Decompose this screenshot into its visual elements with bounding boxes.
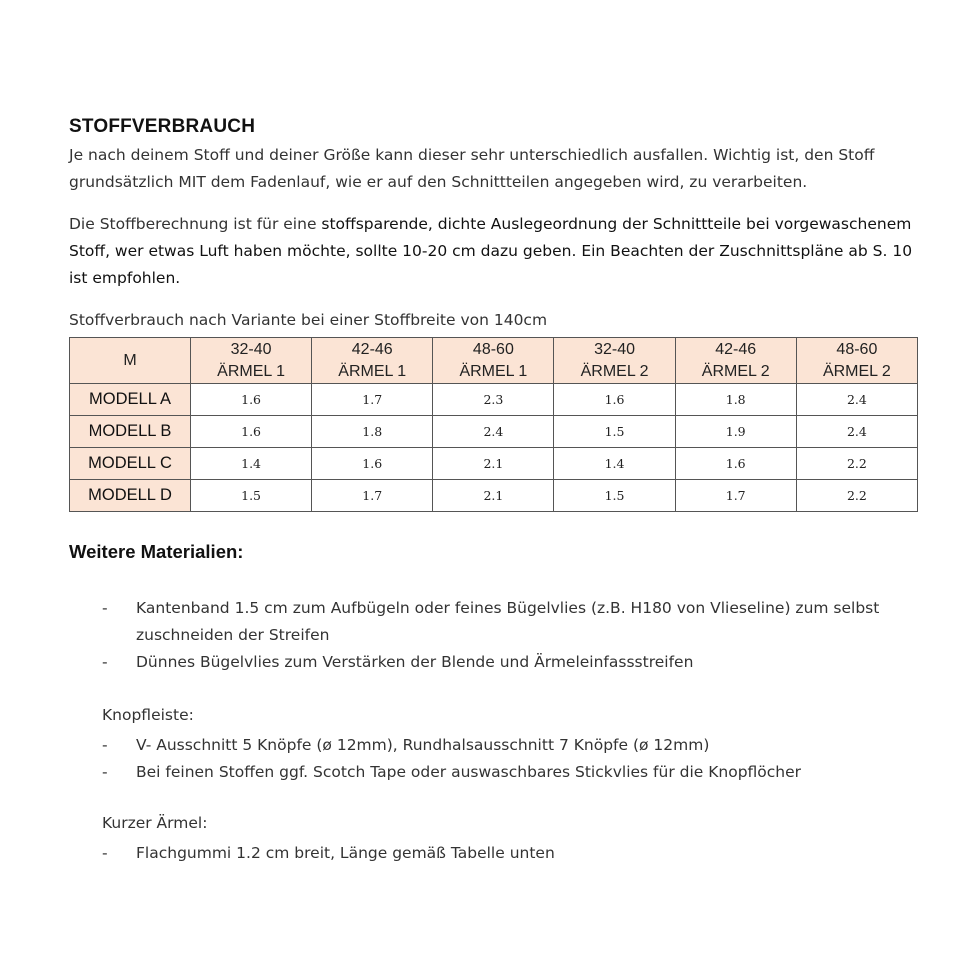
table-cell: 1.6 (675, 448, 796, 480)
table-cell: 2.4 (796, 416, 917, 448)
table-cell: 1.6 (191, 416, 312, 448)
table-cell: 1.9 (675, 416, 796, 448)
table-cell: 1.5 (554, 416, 675, 448)
table-cell: 1.6 (191, 384, 312, 416)
table-cell: 1.8 (675, 384, 796, 416)
table-caption: Stoffverbrauch nach Variante bei einer Stoffbreite von 140cm (69, 311, 548, 329)
list-item-text: Dünnes Bügelvlies zum Verstärken der Blende und Ärmeleinfassstreifen (136, 653, 694, 671)
table-cell: 1.6 (554, 384, 675, 416)
table-cell: 1.5 (191, 480, 312, 512)
table-corner-cell: M (70, 338, 191, 384)
list-item (0, 732, 926, 759)
column-sleeve: ÄRMEL 1 (459, 362, 528, 380)
note-plain-text: Die Stoffberechnung ist für eine (69, 215, 322, 233)
bullet-dash: - (102, 653, 108, 671)
table-cell: 2.1 (433, 448, 554, 480)
short-sleeve-label: Kurzer Ärmel: (102, 814, 208, 832)
table-cell: 2.1 (433, 480, 554, 512)
table-row (70, 416, 918, 448)
column-size: 48-60 (836, 340, 878, 358)
column-sleeve: ÄRMEL 2 (822, 362, 891, 380)
table-cell: 1.4 (191, 448, 312, 480)
list-item-text: V- Ausschnitt 5 Knöpfe (ø 12mm), Rundhalsausschnitt 7 Knöpfe (ø 12mm) (136, 736, 710, 754)
column-size: 48-60 (472, 340, 514, 358)
bullet-dash: - (102, 736, 108, 754)
list-item (0, 759, 926, 786)
column-header (312, 338, 433, 384)
list-item-text: Flachgummi 1.2 cm breit, Länge gemäß Tabelle unten (136, 844, 555, 862)
short-sleeve-list (0, 840, 926, 867)
column-size: 32-40 (594, 340, 635, 358)
column-header (796, 338, 917, 384)
column-sleeve: ÄRMEL 1 (338, 362, 407, 380)
table-header-row (70, 338, 918, 384)
column-size: 32-40 (230, 340, 272, 358)
table-cell: 1.4 (554, 448, 675, 480)
table-cell: 2.3 (433, 384, 554, 416)
table-cell: 1.8 (312, 416, 433, 448)
row-header: MODELL C (70, 448, 191, 480)
note-emphasized-text: stoffsparende, dichte Auslegeordnung der Schnittteile bei vorgewaschenem Stoff, wer etwas Luft haben möchte, sollte 10-20 cm dazu geben. Ein Beachten der Zuschnittspläne ab S. 10 ist empfohlen. (69, 215, 913, 287)
row-header: MODELL D (70, 480, 191, 512)
bullet-dash: - (102, 763, 108, 781)
list-item (0, 595, 926, 649)
list-item (0, 840, 926, 867)
table-cell: 2.2 (796, 448, 917, 480)
table-cell: 2.4 (433, 416, 554, 448)
column-header (554, 338, 675, 384)
table-cell: 2.2 (796, 480, 917, 512)
column-header (191, 338, 312, 384)
materials-heading: Weitere Materialien: (69, 541, 244, 562)
table-cell: 1.5 (554, 480, 675, 512)
column-sleeve: ÄRMEL 1 (217, 362, 286, 380)
table-cell: 1.7 (675, 480, 796, 512)
bullet-dash: - (102, 599, 108, 617)
column-sleeve: ÄRMEL 2 (701, 362, 770, 380)
note-paragraph (69, 211, 919, 292)
materials-list (0, 595, 926, 676)
table-cell: 1.6 (312, 448, 433, 480)
button-placket-list (0, 732, 926, 786)
column-sleeve: ÄRMEL 2 (580, 362, 649, 380)
column-size: 42-46 (351, 340, 393, 358)
list-item (0, 649, 926, 676)
table-row (70, 448, 918, 480)
table-row (70, 480, 918, 512)
table-cell: 1.7 (312, 480, 433, 512)
intro-paragraph: Je nach deinem Stoff und deiner Größe kann dieser sehr unterschiedlich ausfallen. Wichtig ist, den Stoff grundsätzlich MIT dem Fadenlauf, wie er auf den Schnittteilen angegeben wird, zu verarbeiten. (69, 146, 875, 191)
table-cell: 1.7 (312, 384, 433, 416)
table-cell: 2.4 (796, 384, 917, 416)
section-title: STOFFVERBRAUCH (69, 116, 256, 137)
button-placket-label: Knopfleiste: (102, 706, 194, 724)
column-size: 42-46 (715, 340, 757, 358)
list-item-text: Kantenband 1.5 cm zum Aufbügeln oder feines Bügelvlies (z.B. H180 von Vlieseline) zum selbst zuschneiden der Streifen (136, 599, 880, 644)
row-header: MODELL A (70, 384, 191, 416)
fabric-consumption-table (69, 337, 918, 512)
list-item-text: Bei feinen Stoffen ggf. Scotch Tape oder auswaschbares Stickvlies für die Knopflöcher (136, 763, 802, 781)
column-header (433, 338, 554, 384)
bullet-dash: - (102, 844, 108, 862)
column-header (675, 338, 796, 384)
row-header: MODELL B (70, 416, 191, 448)
table-row (70, 384, 918, 416)
